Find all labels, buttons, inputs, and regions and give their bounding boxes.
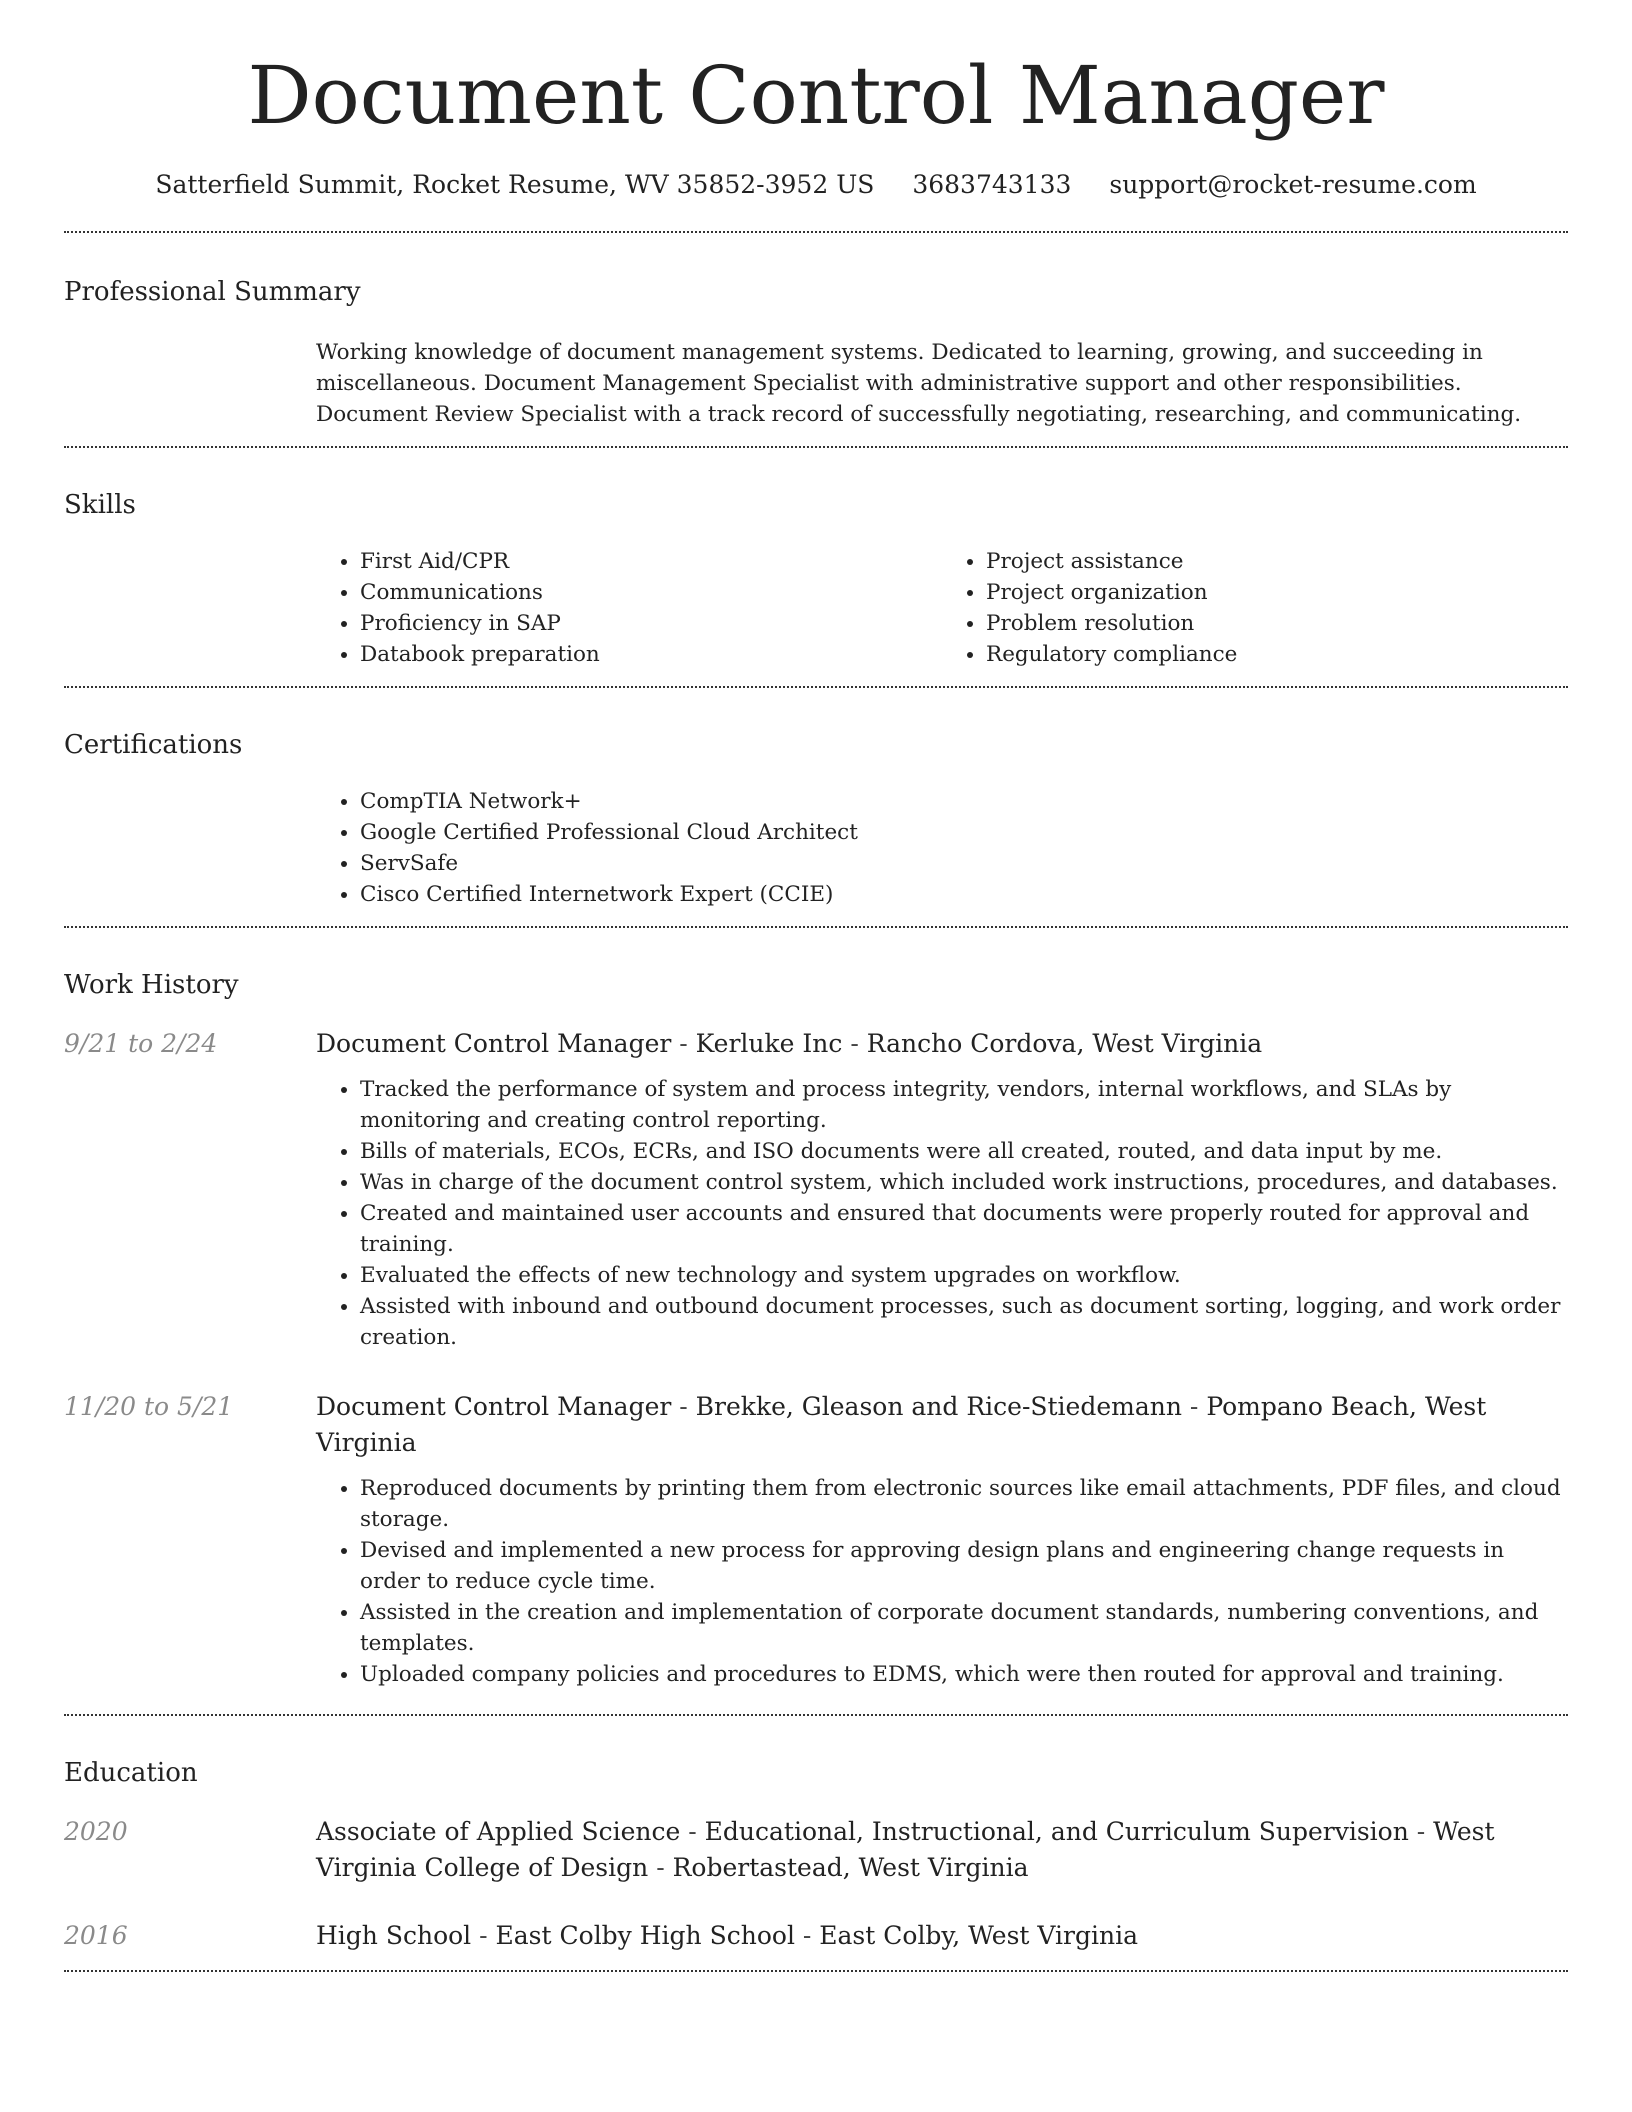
job-bullets — [316, 1074, 1568, 1353]
skills-list-right — [942, 546, 1568, 670]
list-item: • Evaluated the effects of new technology and system upgrades on workflow. — [360, 1260, 1568, 1291]
job-title: Document Control Manager — [316, 1029, 672, 1058]
resume-header — [64, 0, 1568, 199]
list-item: • Devised and implemented a new process for approving design plans and engineering change requests in order to reduce cycle time. — [360, 1535, 1568, 1597]
job-entry — [64, 1026, 1568, 1353]
contact-line — [64, 170, 1568, 199]
list-item: • Assisted in the creation and implementation of corporate document standards, numbering conventions, and templates. — [360, 1597, 1568, 1659]
school-location: East Colby, West Virginia — [819, 1921, 1138, 1950]
list-item: • Cisco Certified Internetwork Expert (CCIE) — [360, 879, 1568, 910]
email: support@rocket-resume.com — [1109, 170, 1477, 199]
skills-grid — [316, 546, 1568, 670]
list-item: • Bills of materials, ECOs, ECRs, and ISO documents were all created, routed, and data input by me. — [360, 1136, 1568, 1167]
section-title-skills: Skills — [64, 490, 136, 520]
education-heading: High School - East Colby High School - East Colby, West Virginia — [316, 1921, 1138, 1950]
job-heading: Document Control Manager - Brekke, Gleason and Rice-Stiedemann - Pompano Beach, West Virginia — [316, 1392, 1487, 1457]
job-dates: 9/21 to 2/24 — [64, 1029, 218, 1058]
list-item: • Problem resolution — [986, 608, 1568, 639]
phone: 3683743133 — [912, 170, 1072, 199]
list-item: • CompTIA Network+ — [360, 786, 1568, 817]
section-title-work: Work History — [64, 970, 239, 1000]
certifications-list — [316, 786, 1568, 910]
work-history-section — [64, 928, 1568, 1732]
list-item: • Project assistance — [986, 546, 1568, 577]
job-company: Kerluke Inc — [695, 1029, 843, 1058]
skills-section — [64, 448, 1568, 686]
section-title-summary: Professional Summary — [64, 277, 361, 307]
list-item: • Communications — [360, 577, 942, 608]
candidate-name: Document Control Manager — [247, 49, 1385, 142]
job-location: Pompano Beach, West Virginia — [316, 1392, 1487, 1457]
list-item: • Databook preparation — [360, 639, 942, 670]
degree: High School — [316, 1921, 472, 1950]
divider — [64, 1970, 1568, 1972]
list-item: • Tracked the performance of system and process integrity, vendors, internal workflows, and SLAs by monitoring and creating control reporting. — [360, 1074, 1568, 1136]
list-item: • ServSafe — [360, 848, 1568, 879]
section-title-education: Education — [64, 1758, 198, 1788]
education-year: 2020 — [64, 1817, 128, 1846]
education-heading: Associate of Applied Science - Educational, Instructional, and Curriculum Supervision - West Virginia College of Design - Robertastead, West Virginia — [316, 1817, 1495, 1882]
summary-section — [64, 233, 1568, 446]
school-location: Robertastead, West Virginia — [672, 1853, 1029, 1882]
skills-list-left — [316, 546, 942, 670]
list-item: • Google Certified Professional Cloud Architect — [360, 817, 1568, 848]
education-entry — [64, 1918, 1568, 1954]
job-heading: Document Control Manager - Kerluke Inc - Rancho Cordova, West Virginia — [316, 1029, 1263, 1058]
job-entry — [64, 1389, 1568, 1690]
list-item: • Created and maintained user accounts and ensured that documents were properly routed for approval and training. — [360, 1198, 1568, 1260]
summary-text: Working knowledge of document management systems. Dedicated to learning, growing, and succeeding in miscellaneous. Document Management Specialist with administrative support and other responsibilities. Document Review Specialist with a track record of successfully negotiating, researching, and communicating. — [316, 340, 1522, 427]
education-entry — [64, 1814, 1568, 1886]
list-item: • Regulatory compliance — [986, 639, 1568, 670]
list-item: • Was in charge of the document control system, which included work instructions, procedures, and databases. — [360, 1167, 1568, 1198]
job-bullets — [316, 1473, 1568, 1690]
school: East Colby High School — [495, 1921, 795, 1950]
list-item: • Assisted with inbound and outbound document processes, such as document sorting, logging, and work order creation. — [360, 1291, 1568, 1353]
job-location: Rancho Cordova, West Virginia — [866, 1029, 1263, 1058]
job-title: Document Control Manager — [316, 1392, 672, 1421]
list-item: • Uploaded company policies and procedures to EDMS, which were then routed for approval and training. — [360, 1659, 1568, 1690]
degree: Associate of Applied Science — [316, 1817, 681, 1846]
certifications-section — [64, 688, 1568, 926]
field-of-study: Educational, Instructional, and Curriculum Supervision — [704, 1817, 1409, 1846]
list-item: • First Aid/CPR — [360, 546, 942, 577]
list-item: • Proficiency in SAP — [360, 608, 942, 639]
job-dates: 11/20 to 5/21 — [64, 1392, 234, 1421]
education-year: 2016 — [64, 1921, 128, 1950]
section-title-certifications: Certifications — [64, 730, 243, 760]
list-item: • Reproduced documents by printing them from electronic sources like email attachments, PDF files, and cloud storage. — [360, 1473, 1568, 1535]
job-company: Brekke, Gleason and Rice-Stiedemann — [695, 1392, 1182, 1421]
education-section — [64, 1716, 1568, 1970]
address: Satterfield Summit, Rocket Resume, WV 35852-3952 US — [155, 170, 875, 199]
list-item: • Project organization — [986, 577, 1568, 608]
school: West Virginia College of Design — [316, 1817, 1495, 1882]
